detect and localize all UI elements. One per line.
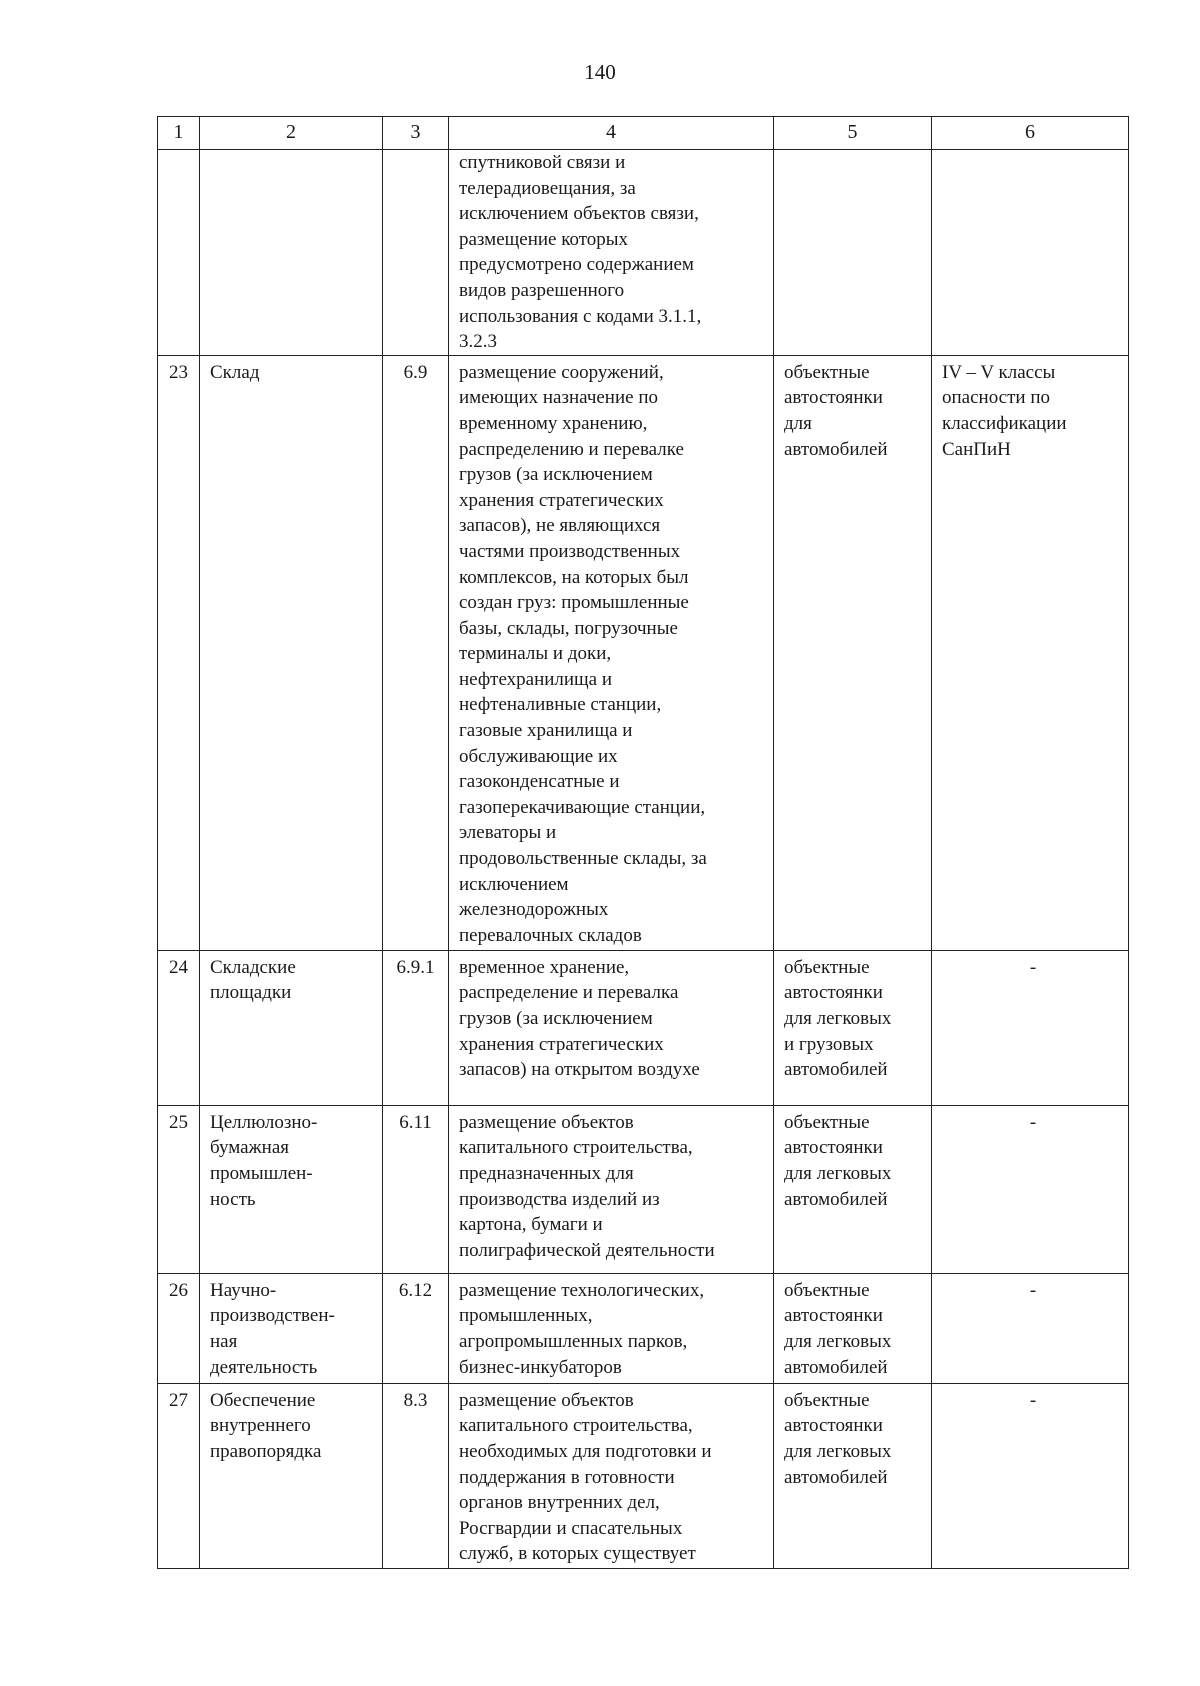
row-number: 25 [158, 1105, 200, 1273]
row-number: 27 [158, 1383, 200, 1568]
use-description-text: временное хранение, распределение и перевалка грузов (за исключением хранения стратегических запасов) на открытом воздухе [459, 956, 700, 1081]
table-row [158, 1273, 1129, 1383]
hazard-class [932, 950, 1129, 1105]
table-row [158, 1383, 1129, 1568]
use-description-text: размещение сооружений, имеющих назначение по временному хранению, распределению и перевалке грузов (за исключением хранения стратегических запасов), не являющихся частями производственных комплексов, на которых был создан груз: промышленные базы, склады, погрузочные терминалы и доки, нефтехранилища и нефтеналивные станции, газовые хранилища и обслуживающие их газоконденсатные и газоперекачивающие станции, элеваторы и продовольственные склады, за исключением железнодорожных перевалочных складов [459, 361, 707, 946]
hazard-class [932, 1105, 1129, 1273]
use-description-text: спутниковой связи и телерадиовещания, за исключением объектов связи, размещение которых предусмотрено содержанием видов разрешенного использования с кодами 3.1.1, 3.2.3 [459, 152, 702, 353]
row-number: 23 [158, 355, 200, 950]
use-name-text: Научно- производствен- ная деятельность [210, 1279, 335, 1378]
parking-requirement-text: объектные автостоянки для легковых автомобилей [784, 1279, 892, 1378]
hazard-class [932, 150, 1129, 356]
use-name [200, 950, 383, 1105]
column-header-4: 4 [449, 117, 774, 150]
parking-requirement-text: объектные автостоянки для легковых автомобилей [784, 1389, 892, 1488]
use-description [449, 1105, 774, 1273]
hazard-class-text: - [1029, 1389, 1037, 1411]
row-number: 26 [158, 1273, 200, 1383]
use-code: 6.9 [383, 355, 449, 950]
parking-requirement [774, 150, 932, 356]
hazard-class [932, 1383, 1129, 1568]
column-header-5: 5 [774, 117, 932, 150]
row-number [158, 150, 200, 356]
parking-requirement [774, 1383, 932, 1568]
use-description [449, 1273, 774, 1383]
table-row [158, 950, 1129, 1105]
use-code: 6.9.1 [383, 950, 449, 1105]
use-code: 6.11 [383, 1105, 449, 1273]
parking-requirement [774, 355, 932, 950]
hazard-class [932, 355, 1129, 950]
parking-requirement [774, 1105, 932, 1273]
parking-requirement-text: объектные автостоянки для автомобилей [784, 361, 888, 460]
table-header-row [158, 117, 1129, 150]
use-description-text: размещение технологических, промышленных, агропромышленных парков, бизнес-инкубаторов [459, 1279, 705, 1378]
hazard-class-text: - [1029, 956, 1037, 978]
table-row [158, 355, 1129, 950]
column-header-3: 3 [383, 117, 449, 150]
use-description-text: размещение объектов капитального строительства, предназначенных для производства изделий из картона, бумаги и полиграфической деятельности [459, 1111, 715, 1261]
use-name [200, 150, 383, 356]
table-row [158, 150, 1129, 356]
use-description-text: размещение объектов капитального строительства, необходимых для подготовки и поддержания в готовности органов внутренних дел, Росгвардии и спасательных служб, в которых существует [459, 1389, 712, 1565]
use-name-text: Целлюлозно- бумажная промышлен- ность [210, 1111, 318, 1210]
parking-requirement-text: объектные автостоянки для легковых и грузовых автомобилей [784, 956, 892, 1081]
use-code [383, 150, 449, 356]
use-name-text: Склад [210, 361, 260, 383]
use-name [200, 1105, 383, 1273]
row-number: 24 [158, 950, 200, 1105]
use-name [200, 1273, 383, 1383]
use-name-text: Складские площадки [210, 956, 296, 1004]
use-code: 8.3 [383, 1383, 449, 1568]
hazard-class-text: - [1029, 1111, 1037, 1133]
use-description [449, 355, 774, 950]
land-use-table [157, 116, 1129, 1569]
use-description [449, 150, 774, 356]
column-header-6: 6 [932, 117, 1129, 150]
column-header-2: 2 [200, 117, 383, 150]
use-name [200, 355, 383, 950]
use-name [200, 1383, 383, 1568]
hazard-class [932, 1273, 1129, 1383]
use-description [449, 950, 774, 1105]
table-row [158, 1105, 1129, 1273]
parking-requirement-text: объектные автостоянки для легковых автомобилей [784, 1111, 892, 1210]
use-name-text: Обеспечение внутреннего правопорядка [210, 1389, 322, 1462]
use-description [449, 1383, 774, 1568]
column-header-1: 1 [158, 117, 200, 150]
hazard-class-text: - [1029, 1279, 1037, 1301]
use-code: 6.12 [383, 1273, 449, 1383]
parking-requirement [774, 1273, 932, 1383]
page-number: 140 [584, 60, 616, 84]
parking-requirement [774, 950, 932, 1105]
hazard-class-text: IV – V классы опасности по классификации СанПиН [942, 361, 1067, 460]
